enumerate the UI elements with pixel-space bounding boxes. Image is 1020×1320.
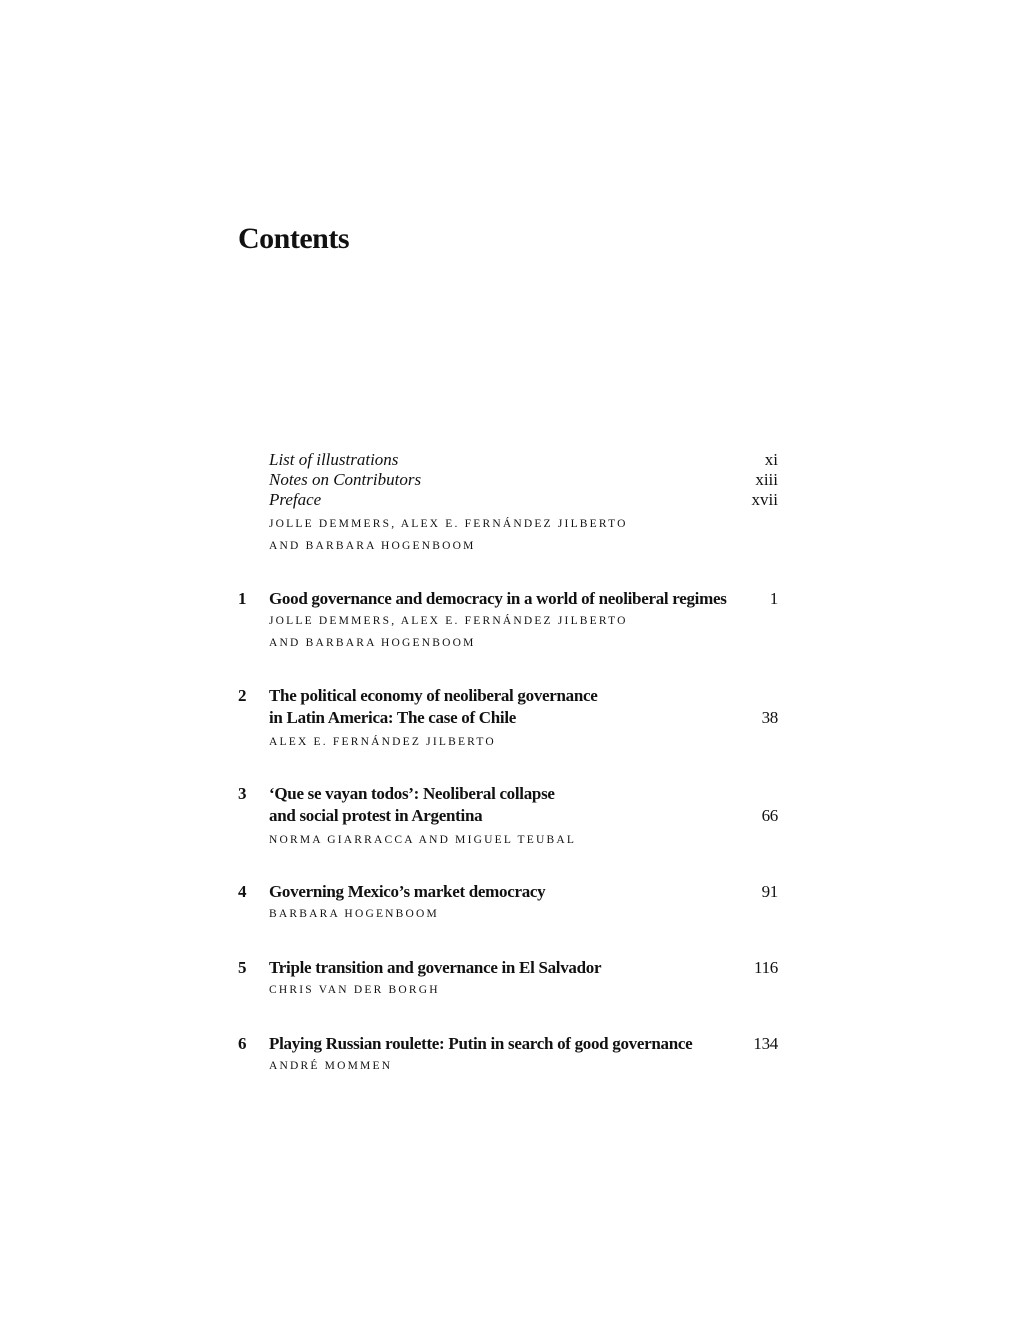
chapter-number: 5 [238,958,247,977]
toc-author: JOLLE DEMMERS, ALEX E. FERNÁNDEZ JILBERTO [269,615,628,627]
toc-chapter-4[interactable] [238,882,778,925]
chapter-title: and social protest in Argentina [269,806,483,825]
toc-author: AND BARBARA HOGENBOOM [269,637,476,649]
toc-entry-label: Preface [269,490,322,509]
toc-author: BARBARA HOGENBOOM [269,908,439,920]
toc-chapter-5[interactable] [238,958,778,1001]
toc-author: AND BARBARA HOGENBOOM [269,540,476,552]
toc-page-number: 38 [761,708,778,727]
chapter-title: ‘Que se vayan todos’: Neoliberal collapse [269,784,555,803]
toc-author: CHRIS VAN DER BORGH [269,984,440,996]
toc-page-number: 91 [761,882,778,901]
toc-chapter-1[interactable] [238,589,778,654]
toc-front-matter [238,450,778,557]
toc-page-number: 134 [753,1034,778,1053]
toc-page-number: 66 [761,806,778,825]
toc-page-number: 116 [754,958,778,977]
toc-entry-label: Notes on Contributors [269,470,422,489]
toc-entry-label: List of illustrations [269,450,399,469]
toc-entry-preface[interactable] [238,490,778,510]
chapter-number: 1 [238,589,247,608]
toc-page-number: 1 [769,589,778,608]
chapter-title: The political economy of neoliberal governance [269,686,598,705]
toc-author: ALEX E. FERNÁNDEZ JILBERTO [269,736,496,748]
toc-chapter-6[interactable] [238,1034,778,1077]
chapter-number: 6 [238,1034,247,1053]
toc-page-number: xi [764,450,778,469]
chapter-title: Triple transition and governance in El Salvador [269,958,602,977]
chapter-title: Playing Russian roulette: Putin in search of good governance [269,1034,693,1053]
chapter-title: Good governance and democracy in a world of neoliberal regimes [269,589,727,608]
chapter-number: 4 [238,882,247,901]
toc-chapter-3[interactable] [238,784,778,851]
toc-entry-contributors[interactable] [238,470,778,490]
toc-page-number: xiii [755,470,778,489]
chapter-number: 2 [238,686,247,705]
toc-author: ANDRÉ MOMMEN [269,1060,393,1072]
chapter-number: 3 [238,784,247,803]
chapter-title: Governing Mexico’s market democracy [269,882,546,901]
toc-entry-illustrations[interactable] [238,450,778,470]
toc-page-number: xvii [751,490,778,509]
chapter-title: in Latin America: The case of Chile [269,708,516,727]
toc-author: NORMA GIARRACCA AND MIGUEL TEUBAL [269,834,577,846]
toc-chapter-2[interactable] [238,686,778,753]
toc-author: JOLLE DEMMERS, ALEX E. FERNÁNDEZ JILBERTO [269,518,628,530]
page-title: Contents [238,222,350,255]
